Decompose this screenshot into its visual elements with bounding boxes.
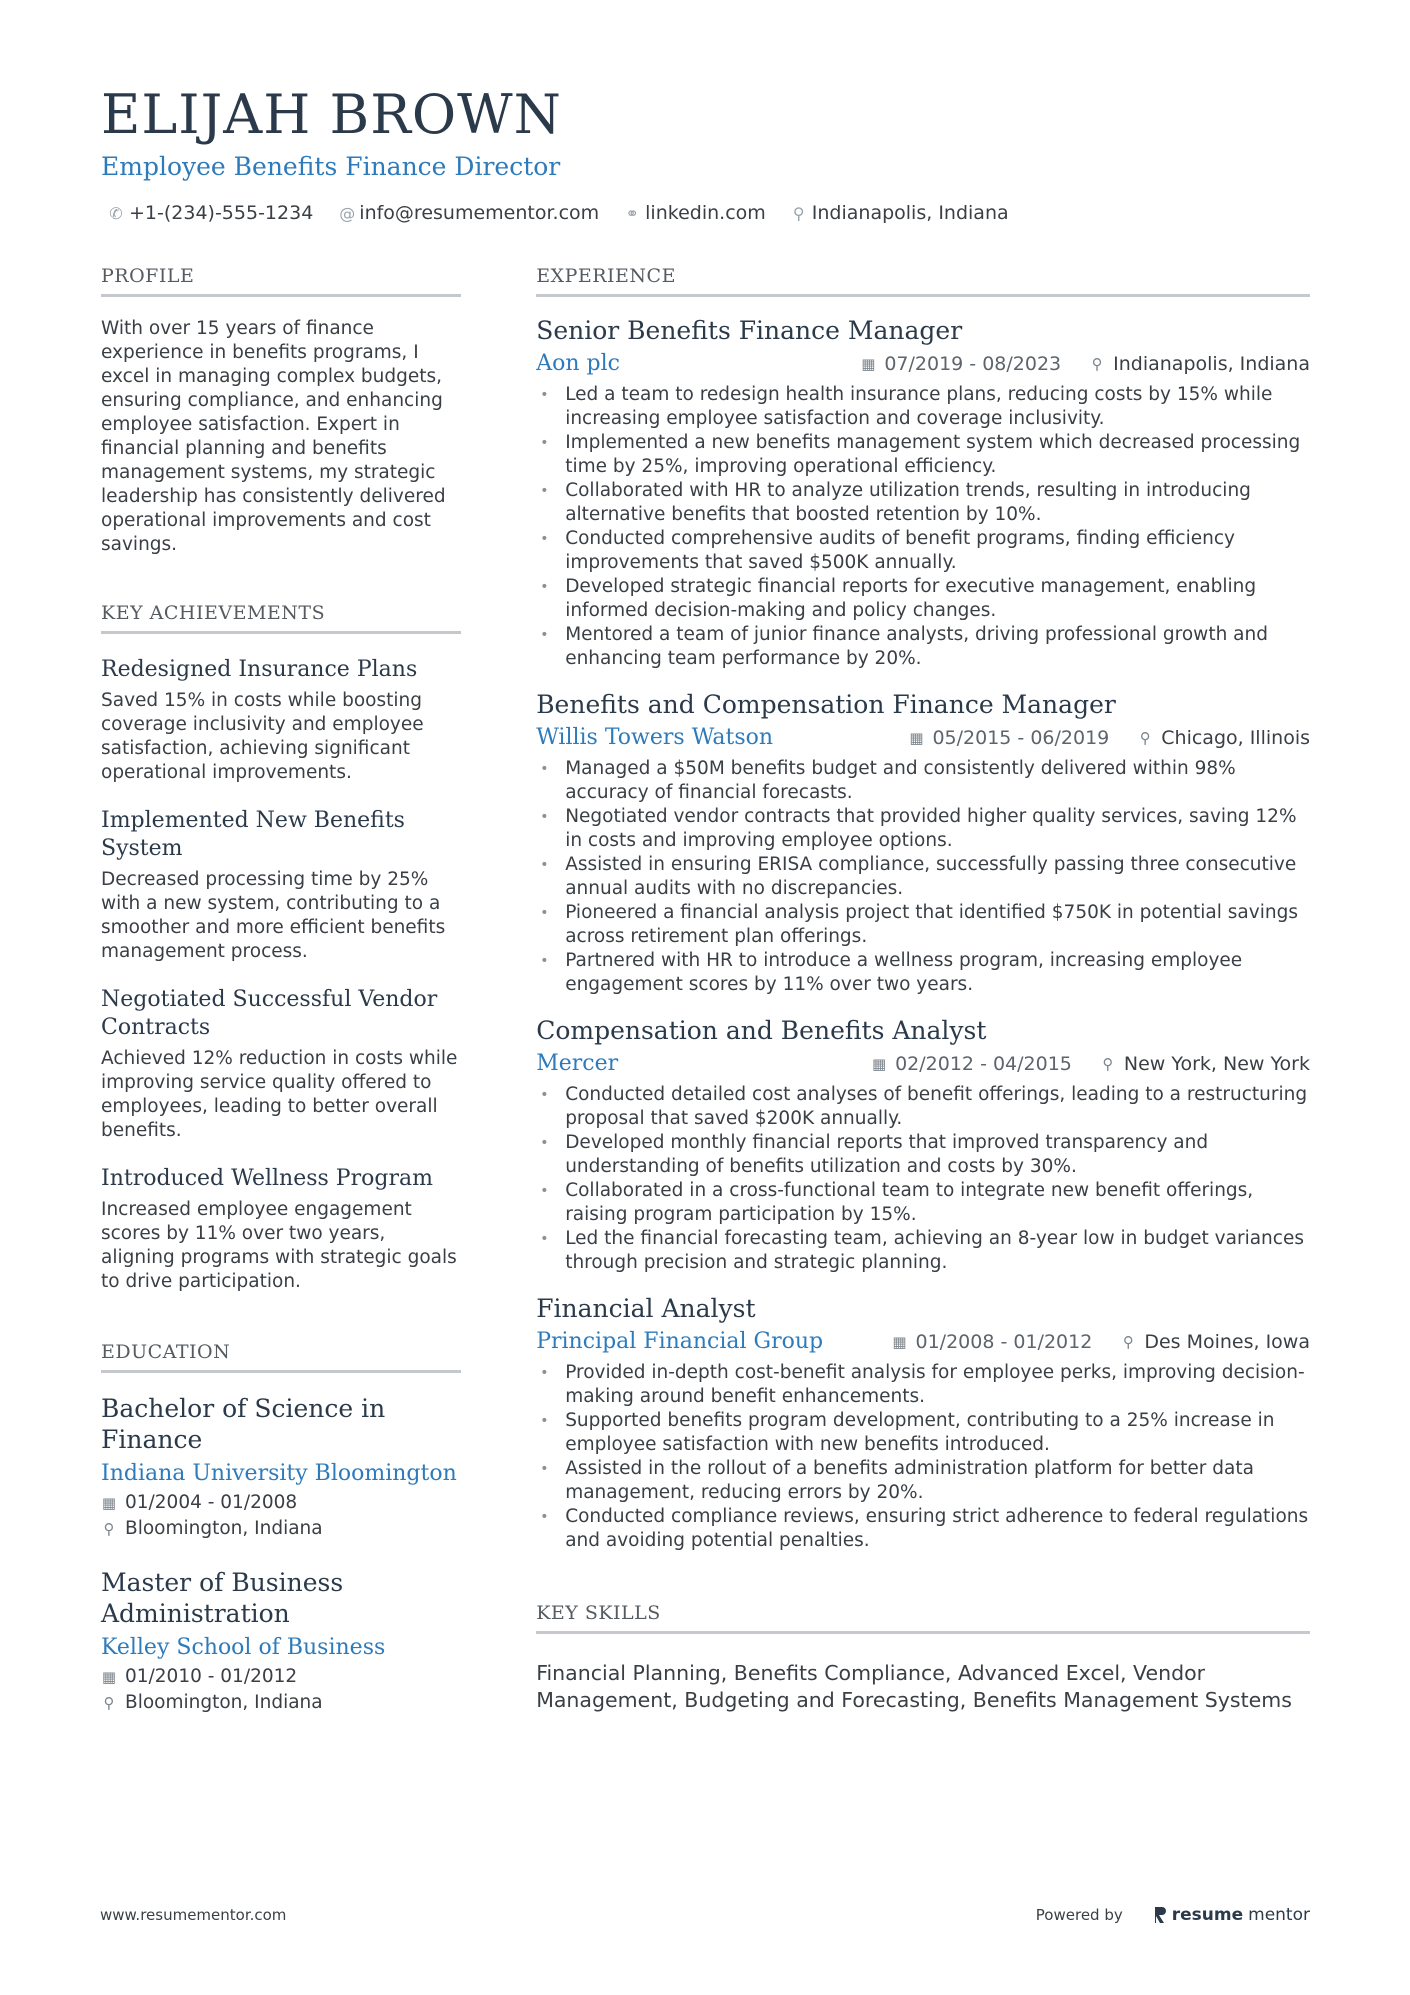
job-company: Aon plc bbox=[536, 351, 620, 376]
job-company: Principal Financial Group bbox=[536, 1329, 824, 1354]
location-pin-icon: ⚲ bbox=[1122, 1333, 1134, 1351]
contact-phone[interactable] bbox=[109, 202, 313, 224]
job-dates-text: 01/2008 - 01/2012 bbox=[915, 1331, 1093, 1353]
brand-name-light: mentor bbox=[1248, 1905, 1310, 1925]
calendar-icon: ▦ bbox=[861, 355, 876, 373]
job-bullet: • Mentored a team of junior finance analysts, driving professional growth and enhancing team performance by 20%. bbox=[536, 623, 1310, 671]
education-dates bbox=[101, 1491, 461, 1515]
footer-website[interactable]: www.resumementor.com bbox=[100, 1906, 287, 1924]
profile-section bbox=[101, 264, 461, 557]
left-column bbox=[101, 264, 461, 1715]
job-dates bbox=[860, 353, 1061, 375]
job-bullets bbox=[536, 757, 1310, 997]
job-location bbox=[1100, 1053, 1310, 1075]
job-dates bbox=[871, 1053, 1072, 1075]
job-dates-text: 02/2012 - 04/2015 bbox=[895, 1053, 1072, 1075]
education-heading: EDUCATION bbox=[101, 1340, 461, 1373]
job-bullet: • Pioneered a financial analysis project that identified $750K in potential savings across retirement plan offerings. bbox=[536, 901, 1310, 949]
location-pin-icon: ⚲ bbox=[103, 1520, 115, 1538]
location-pin-icon: ⚲ bbox=[1091, 355, 1103, 373]
experience-heading: EXPERIENCE bbox=[536, 264, 1310, 297]
calendar-icon: ▦ bbox=[892, 1333, 907, 1351]
brand-logo[interactable] bbox=[1153, 1905, 1310, 1925]
education-item bbox=[101, 1393, 461, 1541]
profile-text: With over 15 years of finance experience in benefits programs, I excel in managing complex budgets, ensuring compliance, and enhancing employee satisfaction. Expert in financial planning and benefits management systems, my strategic leadership has consistently delivered operational improvements and cost savings. bbox=[101, 318, 446, 555]
candidate-title: Employee Benefits Finance Director bbox=[101, 152, 561, 181]
job-location-text: New York, New York bbox=[1123, 1053, 1310, 1075]
skills-section bbox=[536, 1601, 1310, 1714]
job-meta bbox=[536, 1327, 1310, 1357]
job-bullets bbox=[536, 1361, 1310, 1553]
education-degree: Bachelor of Science in Finance bbox=[101, 1394, 386, 1454]
resume-columns bbox=[101, 264, 1310, 1715]
powered-by bbox=[1036, 1905, 1310, 1925]
education-dates-text: 01/2010 - 01/2012 bbox=[125, 1666, 298, 1687]
contact-linkedin-text: linkedin.com bbox=[645, 202, 766, 224]
job-title: Financial Analyst bbox=[536, 1294, 756, 1323]
brand-mark-icon bbox=[1153, 1905, 1167, 1925]
at-icon: @ bbox=[339, 203, 356, 223]
education-location bbox=[101, 1691, 461, 1715]
achievement-item bbox=[101, 807, 461, 964]
skills-text: Financial Planning, Benefits Compliance, Advanced Excel, Vendor Management, Budgeting and Forecasting, Benefits Management Systems bbox=[536, 1661, 1292, 1712]
job-location bbox=[1120, 1331, 1310, 1353]
calendar-icon: ▦ bbox=[101, 1668, 117, 1686]
education-school: Indiana University Bloomington bbox=[101, 1461, 457, 1486]
right-column bbox=[536, 264, 1310, 1715]
location-pin-icon: ⚲ bbox=[792, 203, 805, 223]
achievements-heading: KEY ACHIEVEMENTS bbox=[101, 601, 461, 634]
contact-linkedin[interactable] bbox=[625, 202, 766, 224]
location-pin-icon: ⚲ bbox=[1139, 729, 1151, 747]
job-dates-text: 07/2019 - 08/2023 bbox=[884, 353, 1062, 375]
education-item bbox=[101, 1567, 461, 1715]
job-company: Mercer bbox=[536, 1051, 619, 1076]
job-bullets bbox=[536, 1083, 1310, 1275]
job-bullet: • Developed strategic financial reports for executive management, enabling informed decision-making and policy changes. bbox=[536, 575, 1310, 623]
education-location bbox=[101, 1517, 461, 1541]
education-section bbox=[101, 1340, 461, 1715]
job-bullet: • Negotiated vendor contracts that provided higher quality services, saving 12% in costs and improving employee options. bbox=[536, 805, 1310, 853]
skills-heading: KEY SKILLS bbox=[536, 1601, 1310, 1634]
calendar-icon: ▦ bbox=[909, 729, 924, 747]
achievement-item bbox=[101, 986, 461, 1143]
job-entry bbox=[536, 689, 1310, 997]
achievement-title: Implemented New Benefits System bbox=[101, 808, 405, 861]
contact-bar bbox=[101, 202, 1310, 224]
achievements-section bbox=[101, 601, 461, 1294]
job-company: Willis Towers Watson bbox=[536, 725, 774, 750]
candidate-name: ELIJAH BROWN bbox=[101, 83, 562, 146]
education-dates bbox=[101, 1665, 461, 1689]
page-footer bbox=[100, 1905, 1310, 1925]
brand-name-bold: resume bbox=[1171, 1905, 1244, 1925]
job-entry bbox=[536, 1293, 1310, 1553]
job-dates bbox=[908, 727, 1109, 749]
education-school: Kelley School of Business bbox=[101, 1635, 386, 1660]
link-icon: ⚭ bbox=[625, 203, 639, 223]
job-bullet: • Assisted in the rollout of a benefits administration platform for better data management, reducing errors by 20%. bbox=[536, 1457, 1310, 1505]
achievement-title: Negotiated Successful Vendor Contracts bbox=[101, 987, 438, 1040]
phone-icon: ✆ bbox=[109, 203, 123, 223]
achievement-desc: Saved 15% in costs while boosting coverage inclusivity and employee satisfaction, achieving significant operational improvements. bbox=[101, 690, 424, 783]
job-dates-text: 05/2015 - 06/2019 bbox=[932, 727, 1110, 749]
calendar-icon: ▦ bbox=[872, 1055, 887, 1073]
education-location-text: Bloomington, Indiana bbox=[125, 1692, 323, 1713]
job-entry bbox=[536, 315, 1310, 671]
contact-email[interactable] bbox=[339, 202, 599, 224]
profile-heading: PROFILE bbox=[101, 264, 461, 297]
job-meta bbox=[536, 723, 1310, 753]
job-location-text: Indianapolis, Indiana bbox=[1113, 353, 1310, 375]
job-bullet: • Assisted in ensuring ERISA compliance, successfully passing three consecutive annual audits with no discrepancies. bbox=[536, 853, 1310, 901]
education-degree: Master of Business Administration bbox=[101, 1568, 344, 1628]
job-dates bbox=[892, 1331, 1093, 1353]
education-dates-text: 01/2004 - 01/2008 bbox=[125, 1492, 298, 1513]
job-bullet: • Conducted compliance reviews, ensuring strict adherence to federal regulations and avoiding potential penalties. bbox=[536, 1505, 1310, 1553]
job-title: Senior Benefits Finance Manager bbox=[536, 316, 963, 345]
job-location-text: Chicago, Illinois bbox=[1161, 727, 1310, 749]
job-location bbox=[1089, 353, 1310, 375]
achievement-desc: Decreased processing time by 25% with a new system, contributing to a smoother and more efficient benefits management process. bbox=[101, 869, 446, 962]
job-bullet: • Collaborated in a cross-functional team to integrate new benefit offerings, raising program participation by 15%. bbox=[536, 1179, 1310, 1227]
job-meta bbox=[536, 1049, 1310, 1079]
job-meta bbox=[536, 349, 1310, 379]
achievement-desc: Increased employee engagement scores by 11% over two years, aligning programs with strategic goals to drive participation. bbox=[101, 1199, 457, 1292]
job-location-text: Des Moines, Iowa bbox=[1144, 1331, 1310, 1353]
achievement-title: Redesigned Insurance Plans bbox=[101, 657, 418, 682]
job-entry bbox=[536, 1015, 1310, 1275]
location-pin-icon: ⚲ bbox=[103, 1694, 115, 1712]
job-bullet: • Supported benefits program development, contributing to a 25% increase in employee satisfaction with new benefits introduced. bbox=[536, 1409, 1310, 1457]
contact-email-text: info@resumementor.com bbox=[359, 202, 600, 224]
powered-by-label: Powered by bbox=[1035, 1906, 1123, 1924]
achievement-item bbox=[101, 1165, 461, 1294]
education-location-text: Bloomington, Indiana bbox=[125, 1518, 323, 1539]
job-location bbox=[1137, 727, 1310, 749]
contact-location bbox=[792, 202, 1009, 224]
job-bullet: • Collaborated with HR to analyze utilization trends, resulting in introducing alternative benefits that boosted retention by 10%. bbox=[536, 479, 1310, 527]
job-bullet: • Conducted detailed cost analyses of benefit offerings, leading to a restructuring proposal that saved $200K annually. bbox=[536, 1083, 1310, 1131]
job-bullet: • Conducted comprehensive audits of benefit programs, finding efficiency improvements that saved $500K annually. bbox=[536, 527, 1310, 575]
job-bullet: • Implemented a new benefits management system which decreased processing time by 25%, improving operational efficiency. bbox=[536, 431, 1310, 479]
job-title: Compensation and Benefits Analyst bbox=[536, 1016, 987, 1045]
job-bullet: • Led the financial forecasting team, achieving an 8-year low in budget variances through precision and strategic planning. bbox=[536, 1227, 1310, 1275]
job-bullet: • Provided in-depth cost-benefit analysis for employee perks, improving decision-making around benefit enhancements. bbox=[536, 1361, 1310, 1409]
achievement-desc: Achieved 12% reduction in costs while improving service quality offered to employees, leading to better overall benefits. bbox=[101, 1048, 458, 1141]
job-bullet: • Partnered with HR to introduce a wellness program, increasing employee engagement scores by 11% over two years. bbox=[536, 949, 1310, 997]
achievement-item bbox=[101, 656, 461, 785]
location-pin-icon: ⚲ bbox=[1102, 1055, 1114, 1073]
calendar-icon: ▦ bbox=[101, 1494, 117, 1512]
job-bullet: • Led a team to redesign health insurance plans, reducing costs by 15% while increasing employee satisfaction and coverage inclusivity. bbox=[536, 383, 1310, 431]
job-bullet: • Managed a $50M benefits budget and consistently delivered within 98% accuracy of financial forecasts. bbox=[536, 757, 1310, 805]
experience-section bbox=[536, 264, 1310, 1553]
contact-phone-text: +1-(234)-555-1234 bbox=[129, 202, 314, 224]
job-bullet: • Developed monthly financial reports that improved transparency and understanding of benefits utilization and costs by 30%. bbox=[536, 1131, 1310, 1179]
achievement-title: Introduced Wellness Program bbox=[101, 1166, 433, 1191]
job-title: Benefits and Compensation Finance Manager bbox=[536, 690, 1116, 719]
contact-location-text: Indianapolis, Indiana bbox=[811, 202, 1009, 224]
job-bullets bbox=[536, 383, 1310, 671]
